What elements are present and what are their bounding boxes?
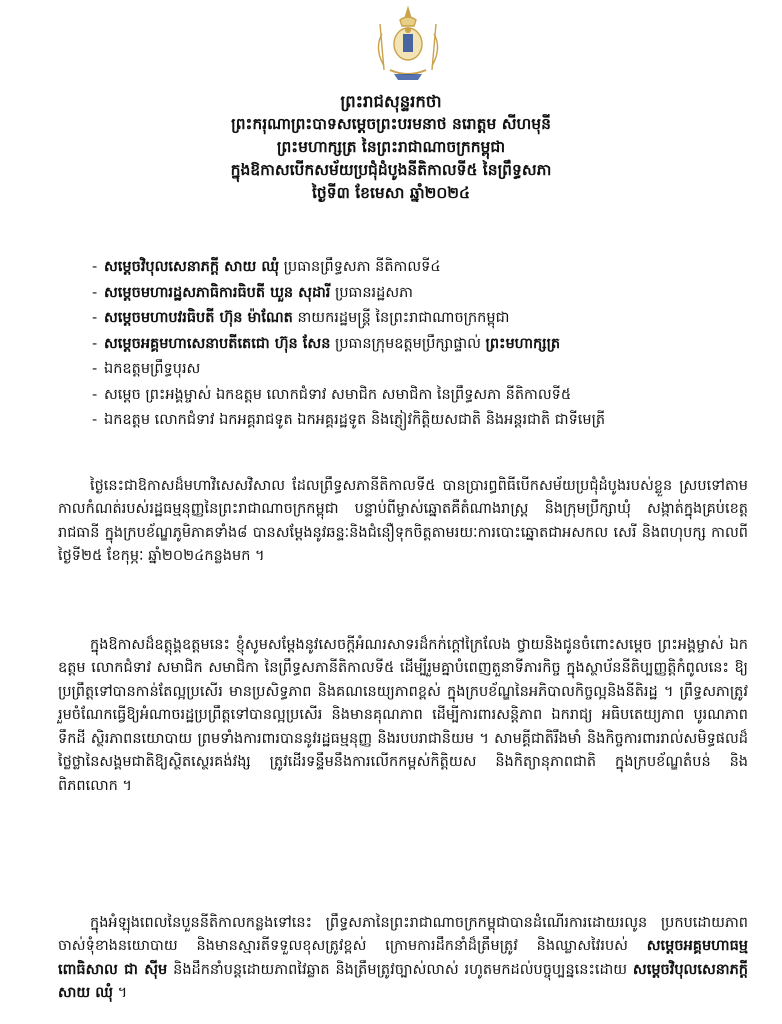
speaker-title: ព្រះមហាក្សត្រ នៃព្រះរាជាណាចក្រកម្ពុជា [276,138,506,156]
salutation-item: - ឯកឧត្តម លោកជំទាវ ឯកអគ្គរាជទូត ឯកអគ្គរដ្ឋទូត និងភ្ញៀវកិត្តិយសជាតិ និងអន្តរជាតិ ជាទីមេត្រី [92,412,606,428]
speech-date: ថ្ងៃទី៣ ខែមេសា ឆ្នាំ២០២៤ [312,184,470,202]
royal-emblem-icon [370,4,446,82]
salutation-item: - សម្ដេចវិបុលសេនាភក្ដី សាយ ឈុំ ប្រធានព្រឹទ្ធសភា នីតិកាលទី៤ [92,259,441,275]
paragraph-2: ក្នុងឱកាសដ៏ឧត្តុង្គឧត្តមនេះ ខ្ញុំសូមសម្ដែងនូវសេចក្ដីអំណរសាទរដ៏កក់ក្ដៅក្រៃលែង ថ្វាយនិងជូនចំពោះសម្ដេច ព្រះអង្គម្ចាស់ ឯកឧត្តម លោកជំទាវ សមាជិក សមាជិកា នៃព្រឹទ្ធសភានីតិកាលទី៥ ដើម្បីរួមគ្នាបំពេញតួនាទីភារកិច្ច ក្នុងស្ថាប័ននីតិប្បញ្ញត្តិកំពូលនេះ ឱ្យប្រព្រឹត្តទៅបានកាន់តែល្អប្រសើរ មានប្រសិទ្ធភាព និងគណនេយ្យភាពខ្ពស់ ក្នុងក្របខ័ណ្ឌនៃអភិបាលកិច្ចល្អនិងនីតិរដ្ឋ ។ ព្រឹទ្ធសភាត្រូវរួមចំណែកធ្វើឱ្យអំណាចរដ្ឋប្រព្រឹត្តទៅបានល្អប្រសើរ និងមានគុណភាព ដើម្បីការពារសន្តិភាព ឯករាជ្យ អធិបតេយ្យភាព បូរណភាពទឹកដី ស្ថិរភាពនយោបាយ ព្រមទាំងការពារបាននូវរដ្ឋធម្មនុញ្ញ និងរបបរាជានិយម ។ សាមគ្គីជាតិរឹងមាំ និងកិច្ចការពាររាល់សមិទ្ធផលដ៏ថ្លៃថ្លានៃសង្គមជាតិឱ្យស្ថិតស្ថេរគង់វង្ស ត្រូវដើរទន្ទឹមនឹងការលើកកម្ពស់កិត្តិយស និងកិត្យានុភាពជាតិ ក្នុងក្របខ័ណ្ឌតំបន់ និងពិភពលោក ។ [58,636,748,794]
speech-header [40,90,742,205]
salutation-item: - សម្ដេចមហារដ្ឋសភាធិការធិបតី ឃួន សុដារី ប្រធានរដ្ឋសភា [92,284,413,301]
salutation-list [92,255,742,434]
salutation-item: - ឯកឧត្តមព្រឹទ្ធបុរស [92,361,201,377]
salutation-item: - សម្ដេចមហាបវរធិបតី ហ៊ុន ម៉ាណែត នាយករដ្ឋមន្ត្រី នៃព្រះរាជាណាចក្រកម្ពុជា [92,310,510,326]
speech-title: ព្រះរាជសុន្ទរកថា [340,92,442,111]
salutation-item: - សម្ដេច ព្រះអង្គម្ចាស់ ឯកឧត្តម លោកជំទាវ សមាជិក សមាជិកា នៃព្រឹទ្ធសភា នីតិកាលទី៥ [92,386,572,403]
paragraph-3: ក្នុងអំឡុងពេលនៃបួននីតិកាលកន្លងទៅនេះ ព្រឹទ្ធសភានៃព្រះរាជាណាចក្រកម្ពុជាបានដំណើរការដោយរលូន ប្រកបដោយភាពចាស់ទុំខាងនយោបាយ និងមានស្មារតីទទួលខុសត្រូវខ្ពស់ ក្រោមការដឹកនាំដ៏ត្រឹមត្រូវ និងឈ្លាសវៃរបស់ សម្តេចអគ្គមហាធម្មពោធិសាល ជា ស៊ីម និងដឹកនាំបន្តដោយភាពវៃឆ្លាត និងត្រឹមត្រូវច្បាស់លាស់ រហូតមកដល់បច្ចុប្បន្ននេះដោយ សម្តេចវិបុលសេនាភក្តី សាយ ឈុំ ។ [58,914,748,1001]
speaker-name: ព្រះករុណាព្រះបាទសម្តេចព្រះបរមនាថ នរោត្តម សីហមុនី [231,115,551,133]
paragraph-1: ថ្ងៃនេះជាឱកាសដ៏មហាវិសេសវិសាល ដែលព្រឹទ្ធសភានីតិកាលទី៥ បានប្រារព្ធពិធីបើកសម័យប្រជុំដំបូងរបស់ខ្លួន ស្របទៅតាមកាលកំណត់របស់រដ្ឋធម្មនុញ្ញនៃព្រះរាជាណាចក្រកម្ពុជា បន្ទាប់ពីម្ចាស់ឆ្នោតគឺតំណាងរាស្ត្រ និងក្រុមប្រឹក្សាឃុំ សង្កាត់ក្នុងគ្រប់ខេត្តរាជធានី ក្នុងក្របខ័ណ្ឌភូមិភាគទាំង៨ បានសម្ដែងនូវឆន្ទៈនិងជំនឿទុកចិត្តតាមរយៈការបោះឆ្នោតជាអសកល សេរី និងពហុបក្ស កាលពីថ្ងៃទី២៥ ខែកុម្ភៈ ឆ្នាំ២០២៤កន្លងមក ។ [58,477,748,564]
occasion: ក្នុងឱកាសបើកសម័យប្រជុំដំបូងនីតិកាលទី៥ នៃព្រឹទ្ធសភា [230,161,552,179]
salutation-item: - សម្ដេចអគ្គមហាសេនាបតីតេជោ ហ៊ុន សែន ប្រធានក្រុមឧត្តមប្រឹក្សាផ្ទាល់ ព្រះមហាក្សត្រ [92,335,561,352]
